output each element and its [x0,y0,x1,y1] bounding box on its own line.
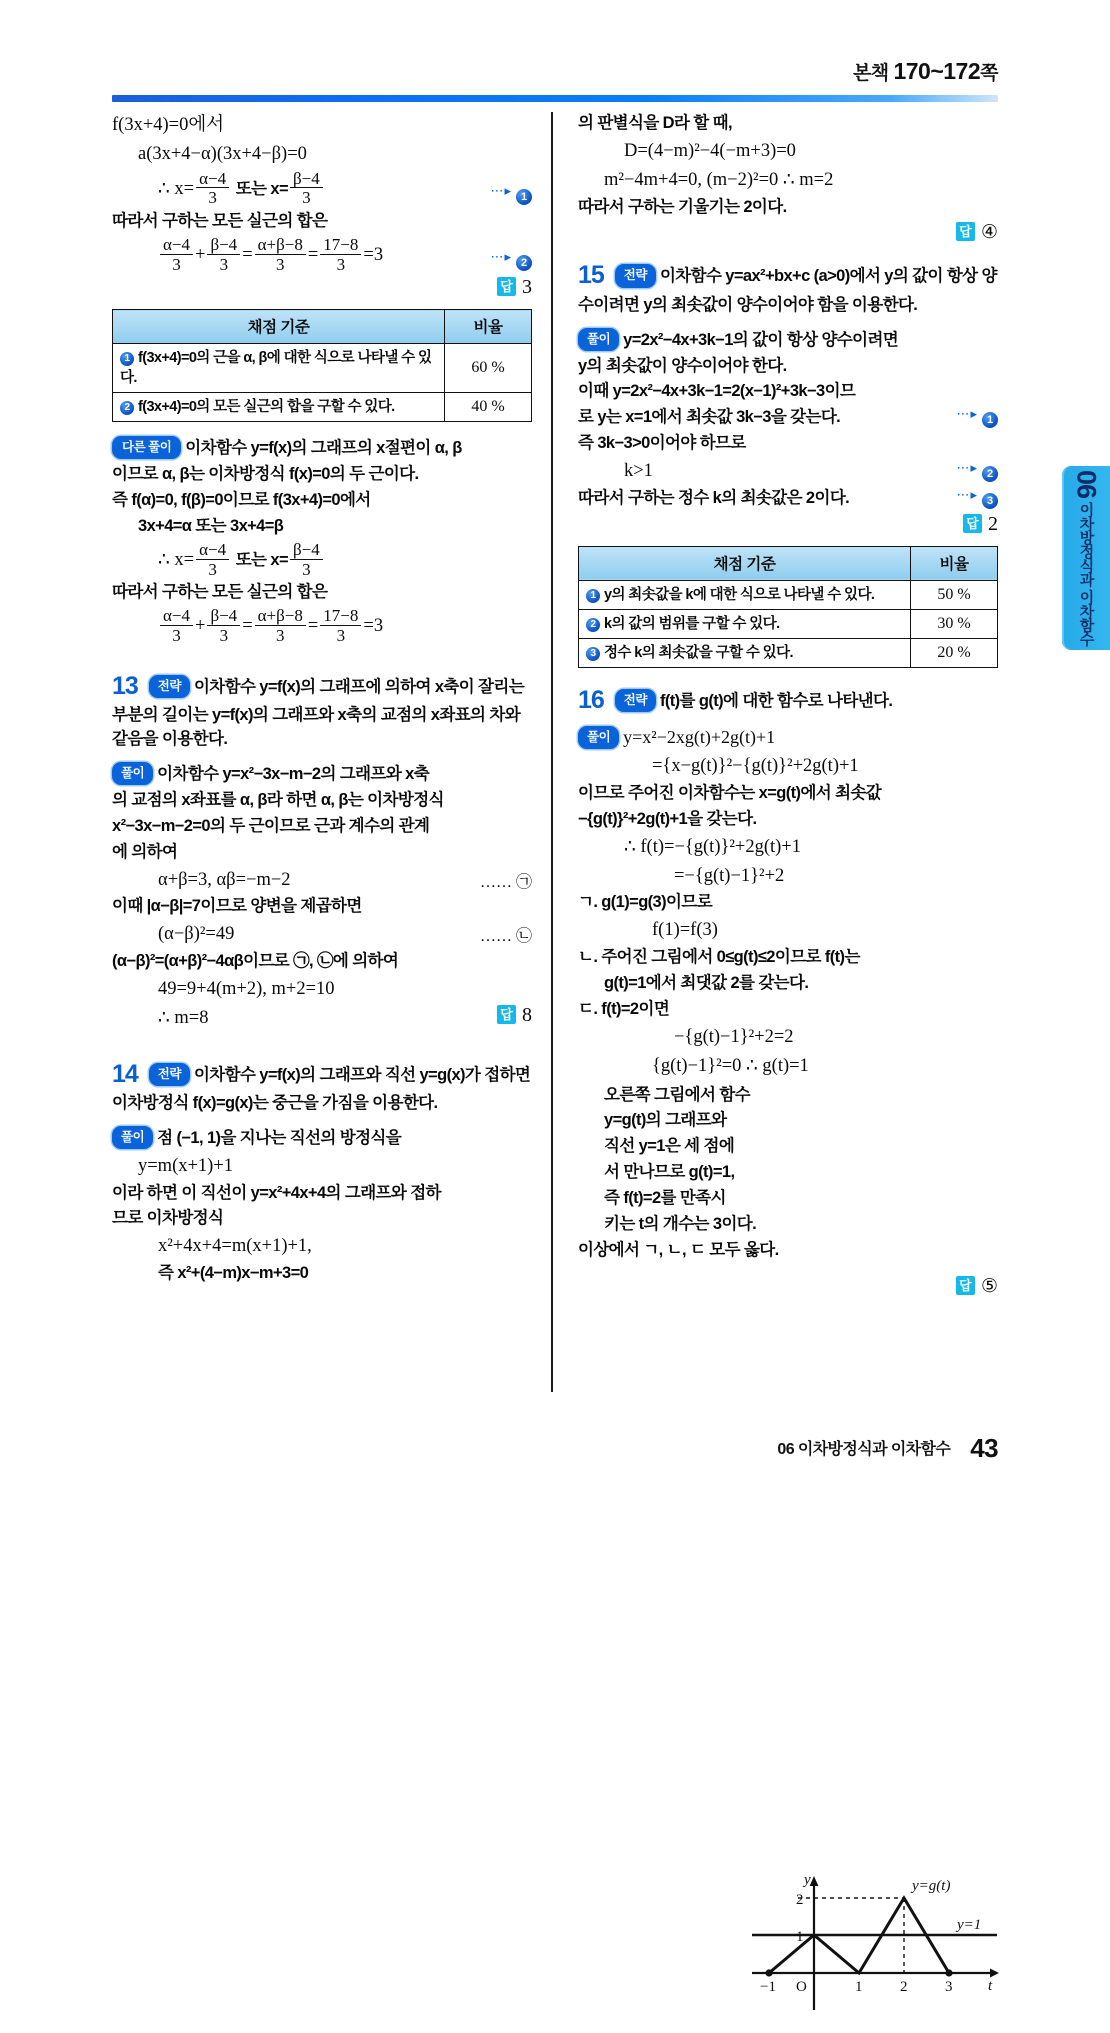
problem-13-strategy: 13 전략 이차함수 y=f(x)의 그래프에 의하여 x축이 잘리는 부분의 길이는 y=f(x)의 그래프와 x축의 교점의 x좌표의 차와 같음을 이용한다. [112,671,525,748]
step-circle: 1 [516,189,532,205]
korean-line: x²−3x−m−2=0의 두 근이므로 근과 계수의 관계 [112,816,430,835]
problem-number: 15 [578,261,604,290]
answer-row [578,221,998,243]
line-label: y=1 [957,1916,982,1933]
col-header-criteria: 채점 기준 [579,546,911,580]
header-rule [112,95,998,102]
step-marker-2: ⋯▸ 2 [956,461,998,482]
alt-solution-first-line: 다른 풀이 이차함수 y=f(x)의 그래프의 x절편이 α, β [112,436,532,461]
step-marker-1: ⋯▸ 1 [490,184,532,205]
fraction: $\frac{\beta-4}{3}$ [207,607,240,645]
equation-block [112,867,532,894]
table-row [579,580,998,609]
equation-line: f(3x+4)=0에서 [112,115,225,135]
grading-table-1 [112,309,532,422]
korean-line: (α−β)²=(α+β)²−4αβ이므로 ㉠, ㉡에 의하여 [112,952,399,971]
fraction: $\frac{\alpha-4}{3}$ [196,541,229,579]
criteria-cell: 1 y의 최솟값을 k에 대한 식으로 나타낼 수 있다. [579,580,911,609]
equation-line: (α−β)²=49 [158,924,235,945]
equation-line: a(3x+4−α)(3x+4−β)=0 [138,143,307,164]
korean-line: 의 판별식을 D라 할 때, [578,114,732,132]
equation-line: 즉 x²+(4−m)x−m+3=0 [158,1264,309,1283]
table-header-row [579,546,998,580]
table-row [113,393,532,422]
curve-label: y=g(t) [912,1877,951,1894]
bullet-2: 2 [120,401,134,415]
page-header [112,58,998,102]
korean-line: 이므로 주어진 이차함수는 x=g(t)에서 최솟값 [578,783,882,802]
korean-line: −{g(t)}²+2g(t)+1을 갖는다. [578,809,757,828]
axis-y-arrow [810,1876,819,1886]
fraction: $\frac{17-8}{3}$ [320,236,361,274]
problem-number: 13 [112,671,138,700]
korean-line: 3x+4=α 또는 3x+4=β [138,517,284,536]
korean-line: 따라서 구하는 모든 실근의 합은 [112,583,328,602]
origin-label: O [796,1978,807,1995]
answer-value: 8 [522,1003,532,1026]
step-marker-2: ⋯▸ 2 [490,250,532,271]
korean-line: 즉 3k−3>0이어야 하므로 [578,434,746,453]
problem-number: 16 [578,685,604,714]
alt-solution-block [112,436,532,645]
answer-marker [497,1004,532,1027]
xtick-3: 3 [945,1978,953,1995]
axis-y-label: y [804,1871,811,1888]
equation-block [578,487,998,511]
strategy-tag: 전략 [149,675,190,698]
problem-15-solution-start: 풀이 y=2x²−4x+3k−1의 값이 항상 양수이려면 [578,328,998,353]
point-3 [945,1969,952,1976]
equation-line: =−{g(t)−1}²+2 [674,865,785,886]
grading-table-2 [578,546,998,668]
problem-14-strategy: 14 전략 이차함수 y=f(x)의 그래프와 직선 y=g(x)가 접하면 이차방정식 f(x)=g(x)는 중근을 가짐을 이용한다. [112,1059,531,1112]
equation-line: 49=9+4(m+2), m+2=10 [158,978,335,999]
answer-row [578,513,998,536]
korean-line: 이라 하면 이 직선이 y=x²+4x+4의 그래프와 접하 [112,1183,441,1202]
korean-line: 이상에서 ㄱ, ㄴ, ㄷ 모두 옳다. [578,1241,779,1260]
korean-line: 이때 |α−β|=7이므로 양변을 제곱하면 [112,897,362,916]
ytick-2: 2 [796,1891,804,1908]
equation-line: ∴ f(t)=−{g(t)}²+2g(t)+1 [624,836,801,857]
answer-row [578,1275,998,1297]
korean-line: 이므로 α, β는 이차방정식 f(x)=0의 두 근이다. [112,465,419,484]
equation-line: α+β=3, αβ=−m−2 [158,869,291,890]
point-minus1 [765,1969,772,1976]
equation-block [112,921,532,948]
equation-block [112,236,532,274]
equation-line: ∴ x= $\frac{\alpha-4}{3}$ 또는 x= $\frac{\beta-4}{3}$ [112,170,532,208]
equation-line: k>1 [624,461,653,482]
criteria-cell: 2 f(3x+4)=0의 모든 실근의 합을 구할 수 있다. [113,393,445,422]
korean-line: y의 최솟값이 양수이어야 한다. [578,356,787,375]
book-ref-pages: 170~172 [893,58,981,84]
table-row [579,638,998,667]
equation-line: ∴ m=8 [158,1007,209,1028]
strategy-tag: 전략 [149,1063,190,1086]
fraction: $\frac{\alpha+\beta-8}{3}$ [255,236,306,274]
equation-line: ={x−g(t)}²−{g(t)}²+2g(t)+1 [652,756,859,777]
answer-icon [497,277,516,296]
korean-line: 므로 이차방정식 [112,1209,224,1228]
step-circle: 2 [516,255,532,271]
equation-block [578,458,998,485]
korean-line: 에 의하여 [112,842,178,861]
table-row [113,344,532,393]
fraction: $\frac{\alpha+\beta-8}{3}$ [255,607,306,645]
equation-block [112,170,532,208]
answer-icon [956,1276,975,1295]
column-divider [551,112,553,1392]
fraction: $\frac{\alpha-4}{3}$ [160,607,193,645]
bullet-2: 2 [586,618,600,632]
answer-icon [956,222,975,241]
solution-tag: 풀이 [578,328,619,351]
equation-line: D=(4−m)²−4(−m+3)=0 [624,140,796,161]
alt-solution-tag: 다른 풀이 [112,436,181,459]
solution-tag: 풀이 [578,726,619,749]
axis-x-arrow [990,1968,999,1977]
korean-line: 키는 t의 개수는 3이다. [604,1215,757,1234]
statement-line-a: ㄱ. g(1)=g(3)이므로 [578,893,713,912]
chapter-side-tab[interactable] [1062,466,1110,650]
answer-value: 3 [522,276,532,299]
equation-line: −{g(t)−1}²+2=2 [674,1026,794,1047]
problem-number: 14 [112,1059,138,1088]
equation-line: x²+4x+4=m(x+1)+1, [158,1236,312,1257]
problem-16-solution-start: 풀이 y=x²−2xg(t)+2g(t)+1 [578,724,998,751]
korean-line: 의 교점의 x좌표를 α, β라 하면 α, β는 이차방정식 [112,790,444,809]
korean-line: 직선 y=1은 세 점에 [604,1137,735,1156]
graph-figure [752,1868,1002,2028]
bullet-3: 3 [586,647,600,661]
korean-line: 서 만나므로 g(t)=1, [604,1163,735,1182]
fraction: $\frac{\beta-4}{3}$ [290,170,323,208]
strategy-tag: 전략 [615,689,656,712]
footer-page-number: 43 [970,1433,998,1463]
problem-14-continued [578,112,998,243]
korean-line: 즉 f(t)=2를 만족시 [604,1189,726,1208]
problem-13-solution-start: 풀이 이차함수 y=x²−3x−m−2의 그래프와 x축 [112,762,532,787]
col-header-ratio: 비율 [445,310,532,344]
left-column [112,112,532,1288]
statement-line-b: ㄴ. 주어진 그림에서 0≤g(t)≤2이므로 f(t)는 [578,948,860,967]
ytick-1: 1 [796,1928,804,1945]
graph-svg [752,1868,1002,2028]
fraction: $\frac{17-8}{3}$ [320,607,361,645]
footer-chapter: 06 이차방정식과 이차함수 [777,1441,951,1458]
problem-13 [112,668,532,1032]
table-row [579,609,998,638]
problem-16-strategy: 16 전략 f(t)를 g(t)에 대한 함수로 나타낸다. [578,685,893,714]
equation-line: f(1)=f(3) [652,920,718,941]
criteria-cell: 3 정수 k의 최솟값을 구할 수 있다. [579,638,911,667]
strategy-tag: 전략 [615,264,656,287]
step-circle: 2 [982,466,998,482]
korean-line: g(t)=1에서 최댓값 2를 갖는다. [604,974,809,993]
reference-marker-1: …… ㉠ [479,873,532,891]
fraction: $\frac{\alpha-4}{3}$ [160,236,193,274]
xtick-2: 2 [900,1978,908,1995]
problem-14 [112,1056,532,1286]
ratio-cell: 20 % [911,638,998,667]
step-circle: 1 [982,412,998,428]
xtick-1: 1 [855,1978,863,1995]
fraction: $\frac{\alpha-4}{3}$ [196,170,229,208]
equation-line: ∴ x= $\frac{\alpha-4}{3}$ 또는 x= $\frac{\beta-4}{3}$ [112,541,532,579]
axis-x-label: t [988,1977,993,1994]
solution-tag: 풀이 [112,1126,153,1149]
ratio-cell: 30 % [911,609,998,638]
korean-line: 이때 y=2x²−4x+3k−1=2(x−1)²+3k−3이므 [578,382,856,401]
col-header-criteria: 채점 기준 [113,310,445,344]
ratio-cell: 60 % [445,344,532,393]
criteria-cell: 1 f(3x+4)=0의 근을 α, β에 대한 식으로 나타낼 수 있다. [113,344,445,393]
problem-12-continued [112,112,532,299]
equation-line: $\frac{\alpha-4}{3}$ + $\frac{\beta-4}{3}$ = $\frac{\alpha+\beta-8}{3}$ = $\frac{17-8}{3}$ =3 [112,236,532,274]
korean-line: 따라서 구하는 모든 실근의 합은 [112,212,328,231]
answer-value: ④ [980,221,998,244]
problem-14-solution-start: 풀이 점 (−1, 1)을 지나는 직선의 방정식을 [112,1126,532,1151]
page-footer [777,1433,998,1464]
table-header-row [113,310,532,344]
statement-line-c: ㄷ. f(t)=2이면 [578,1000,670,1019]
side-tab-text [1062,466,1110,650]
korean-line: 따라서 구하는 정수 k의 최솟값은 2이다. [578,489,850,508]
equation-line: y=m(x+1)+1 [138,1155,234,1176]
fraction: $\frac{\beta-4}{3}$ [290,541,323,579]
side-tab-number: 06 [1071,470,1102,499]
korean-line: 로 y는 x=1에서 최솟값 3k−3을 갖는다. [578,408,841,427]
answer-row [112,276,532,299]
equation-line: m²−4m+4=0, (m−2)²=0 ∴ m=2 [604,169,834,190]
equation-block [112,1005,532,1032]
answer-icon [963,514,982,533]
ratio-cell: 40 % [445,393,532,422]
problem-15 [578,257,998,536]
side-tab-label: 이차방정식과 이차함수 [1077,502,1095,646]
reference-marker-2: …… ㉡ [479,928,532,946]
criteria-cell: 2 k의 값의 범위를 구할 수 있다. [579,609,911,638]
xtick-minus1: −1 [760,1978,776,1995]
step-marker-1: ⋯▸ 1 [956,407,998,428]
korean-line: 즉 f(α)=0, f(β)=0이므로 f(3x+4)=0에서 [112,491,371,510]
solution-tag: 풀이 [112,762,153,785]
korean-line: y=g(t)의 그래프와 [604,1111,727,1130]
book-ref-suffix: 쪽 [980,63,998,84]
ratio-cell: 50 % [911,580,998,609]
fraction: $\frac{\beta-4}{3}$ [207,236,240,274]
korean-line: 오른쪽 그림에서 함수 [604,1085,751,1104]
equation-line: {g(t)−1}²=0 ∴ g(t)=1 [652,1055,809,1076]
step-marker-3: ⋯▸ 3 [956,488,998,509]
problem-15-strategy: 15 전략 이차함수 y=ax²+bx+c (a>0)에서 y의 값이 항상 양수이려면 y의 최솟값이 양수이어야 함을 이용한다. [578,261,997,314]
answer-value: ⑤ [980,1275,998,1298]
bullet-1: 1 [586,589,600,603]
step-circle: 3 [982,493,998,509]
figure-side-text [578,1084,764,1238]
book-ref-prefix: 본책 [852,63,894,84]
korean-line: 따라서 구하는 기울기는 2이다. [578,197,787,216]
book-reference [853,58,998,85]
equation-line: $\frac{\alpha-4}{3}$ + $\frac{\beta-4}{3}$ = $\frac{\alpha+\beta-8}{3}$ = $\frac{17-8}{3}$ =3 [112,607,532,645]
bullet-1: 1 [120,352,134,366]
answer-value: 2 [988,512,998,535]
answer-icon [497,1005,516,1024]
equation-block [578,406,998,430]
col-header-ratio: 비율 [911,546,998,580]
